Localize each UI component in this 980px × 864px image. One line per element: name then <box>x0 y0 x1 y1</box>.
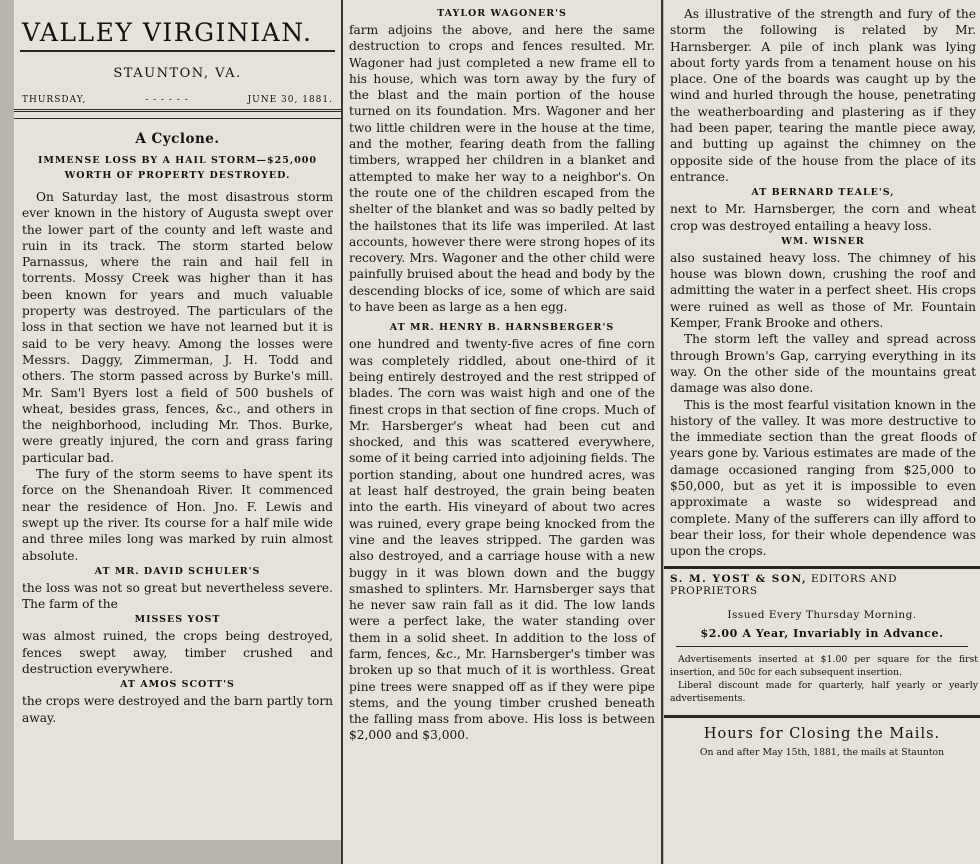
article-paragraph: The storm left the valley and spread across through Brown's Gap, carrying everything in its way. On the other side of the mountains great damage was also done. <box>670 332 976 396</box>
advertising-discount: Liberal discount made for quarterly, half yearly or yearly advertisements. <box>670 679 978 704</box>
masthead-date: JUNE 30, 1881. <box>247 95 333 105</box>
article-headline: A Cyclone. <box>135 131 220 147</box>
subhead-wisner: WM. WISNER <box>781 235 865 247</box>
column-three <box>664 0 980 864</box>
subhead-yost: MISSES YOST <box>134 614 221 626</box>
article-paragraph: the loss was not so great but nevertheless severe. The farm of the <box>22 580 333 612</box>
column-one <box>14 0 341 840</box>
subhead-teale: AT BERNARD TEALE'S, <box>751 187 895 199</box>
publisher-role: EDITORS AND PROPRIETORS <box>670 572 898 597</box>
article-paragraph: one hundred and twenty-five acres of fine corn was completely riddled, about one-third of it being entirely destroyed and the rest stripped of blades. The corn was waist high and one of the finest crops in that section of fine crops. Much of Mr. Harsberger's wheat had been cut and shocked, and this was scattered everywhere, some of it being carried into adjoining fields. The portion standing, about one hundred acres, was at least half destroyed, the grain being beaten into the earth. His vineyard of about two acres was ruined, every grape being knocked from the vine and the leaves stripped. The garden was also destroyed, and a carriage house with a new buggy in it was blown down and the buggy smashed to splinters. Mr. Harnsberger says that he never saw rain fall as it did. The low lands were a perfect lake, the water standing over them in a solid sheet. In addition to the loss of farm, fences, &c., Mr. Harnsberger's timber was broken up so that much of it is worthless. Great pine trees were snapped off as if they were pipe stems, and the young timber crushed beneath the falling mass from above. His loss is between $2,000 and $3,000. <box>349 337 655 743</box>
article-body-column-two <box>343 0 661 744</box>
article-paragraph: also sustained heavy loss. The chimney of his house was blown down, crushing the roof and admitting the water in a perfect sheet. His crops were ruined as well as those of Mr. Fountain Kemper, Frank Brooke and others. <box>670 250 976 331</box>
masthead-day: THURSDAY, <box>22 95 87 105</box>
article-paragraph: As illustrative of the strength and fury of the storm the following is related by Mr. Harnsberger. A pile of inch plank was lying about forty yards from a tenament house on his place. One of the boards was caught up by the wind and hurled through the house, penetrating the weatherboarding and plastering as if they had been paper, tearing the mantle piece away, and butting up against the chimney on the opposite side of the house from the place of its entrance. <box>670 7 976 184</box>
masthead <box>14 18 341 112</box>
subhead-harnsberger: AT MR. HENRY B. HARNSBERGER'S <box>389 322 615 334</box>
article-paragraph: On Saturday last, the most disastrous storm ever known in the history of Augusta swept over the lower part of the county and left waste and ruin in its track. The storm started below Parnassus, where the rain and hail fell in torrents. Mossy Creek was higher than it has been known for years and much valuable property was destroyed. The particulars of the loss in that section we have not learned but it is said to be very heavy. Among the losses were Messrs. Daggy, Zimmerman, J. H. Todd and others. The storm passed across by Burke's mill. Mr. Sam'l Byers lost a field of 500 bushels of wheat, besides grass, fences, &c., and others in the neighborhood, including Mr. Thos. Burke, were greatly injured, the corn and grass faring particular bad. <box>22 190 333 465</box>
masthead-double-rule <box>14 109 341 112</box>
publisher-rule <box>664 566 980 569</box>
article-paragraph: next to Mr. Harnsberger, the corn and wheat crop was destroyed entailing a heavy loss. <box>670 202 976 233</box>
article-paragraph: The fury of the storm seems to have spent its force on the Shenandoah River. It commenced near the residence of Hon. Jno. F. Lewis and swept up the river. Its course for a half mile wide and three miles long was marked by ruin almost absolute. <box>22 467 333 563</box>
article-paragraph: the crops were destroyed and the barn partly torn away. <box>22 694 334 725</box>
column-two <box>343 0 661 864</box>
mails-rule <box>664 715 980 718</box>
masthead-dashes: - - - - - - <box>145 95 189 105</box>
article-paragraph: was almost ruined, the crops being destroyed, fences swept away, timber crushed and destruction everywhere. <box>22 629 333 677</box>
publisher-issued: Issued Every Thursday Morning. <box>727 608 917 621</box>
mails-title: Hours for Closing the Mails. <box>703 725 941 742</box>
masthead-rule <box>20 50 335 52</box>
article-paragraph: This is the most fearful visitation known in the history of the valley. It was more destructive to the immediate section than the great floods of years gone by. Various estimates are made of the damage occasioned ranging from $25,000 to $50,000, but as yet it is impossible to even approximate a waste so widespread and complete. Many of the sufferers can illy afford to bear their loss, for their whole dependence was upon the crops. <box>670 397 976 559</box>
masthead-place: STAUNTON, VA. <box>113 66 242 81</box>
subhead-wagoner: TAYLOR WAGONER'S <box>437 8 567 19</box>
subhead-schuler: AT MR. DAVID SCHULER'S <box>94 565 261 577</box>
article-body-column-three <box>664 0 980 560</box>
masthead-title: VALLEY VIRGINIAN. <box>22 18 313 47</box>
publisher-price: $2.00 A Year, Invariably in Advance. <box>700 626 944 640</box>
column-rule-right <box>661 0 663 864</box>
publisher-name: S. M. YOST & SON, <box>670 572 808 585</box>
mails-text: On and after May 15th, 1881, the mails at Staunton <box>699 746 945 758</box>
article-body-column-one <box>14 189 341 726</box>
masthead-dateline <box>22 95 333 105</box>
section-rule <box>14 118 341 119</box>
article-paragraph: farm adjoins the above, and here the same destruction to crops and fences resulted. Mr. Wagoner had just completed a new frame ell to his house, which was torn away by the fury of the blast and the main portion of the house turned on its foundation. Mrs. Wagoner and her two little children were in the house at the time, and the mother, fearing death from the falling timbers, wrapped her children in a blanket and attempted to make her way to a neighbor's. On the route one of the children escaped from the shelter of the blanket and was so badly pelted by the hailstones that its life was imperiled. At last accounts, however there were strong hopes of its recovery. Mrs. Wagoner and the other child were painfully bruised about the head and body by the descending blocks of ice, some of which are said to have been as large as a hen egg. <box>349 23 655 315</box>
advertising-terms: Advertisements inserted at $1.00 per square for the first insertion, and 50c for each subsequent insertion. <box>670 653 978 678</box>
publisher-line <box>670 573 980 597</box>
article-deck: IMMENSE LOSS BY A HAIL STORM—$25,000 WORTH OF PROPERTY DESTROYED. <box>37 155 318 181</box>
publisher-divider <box>676 646 968 647</box>
subhead-scott: AT AMOS SCOTT'S <box>120 679 235 691</box>
